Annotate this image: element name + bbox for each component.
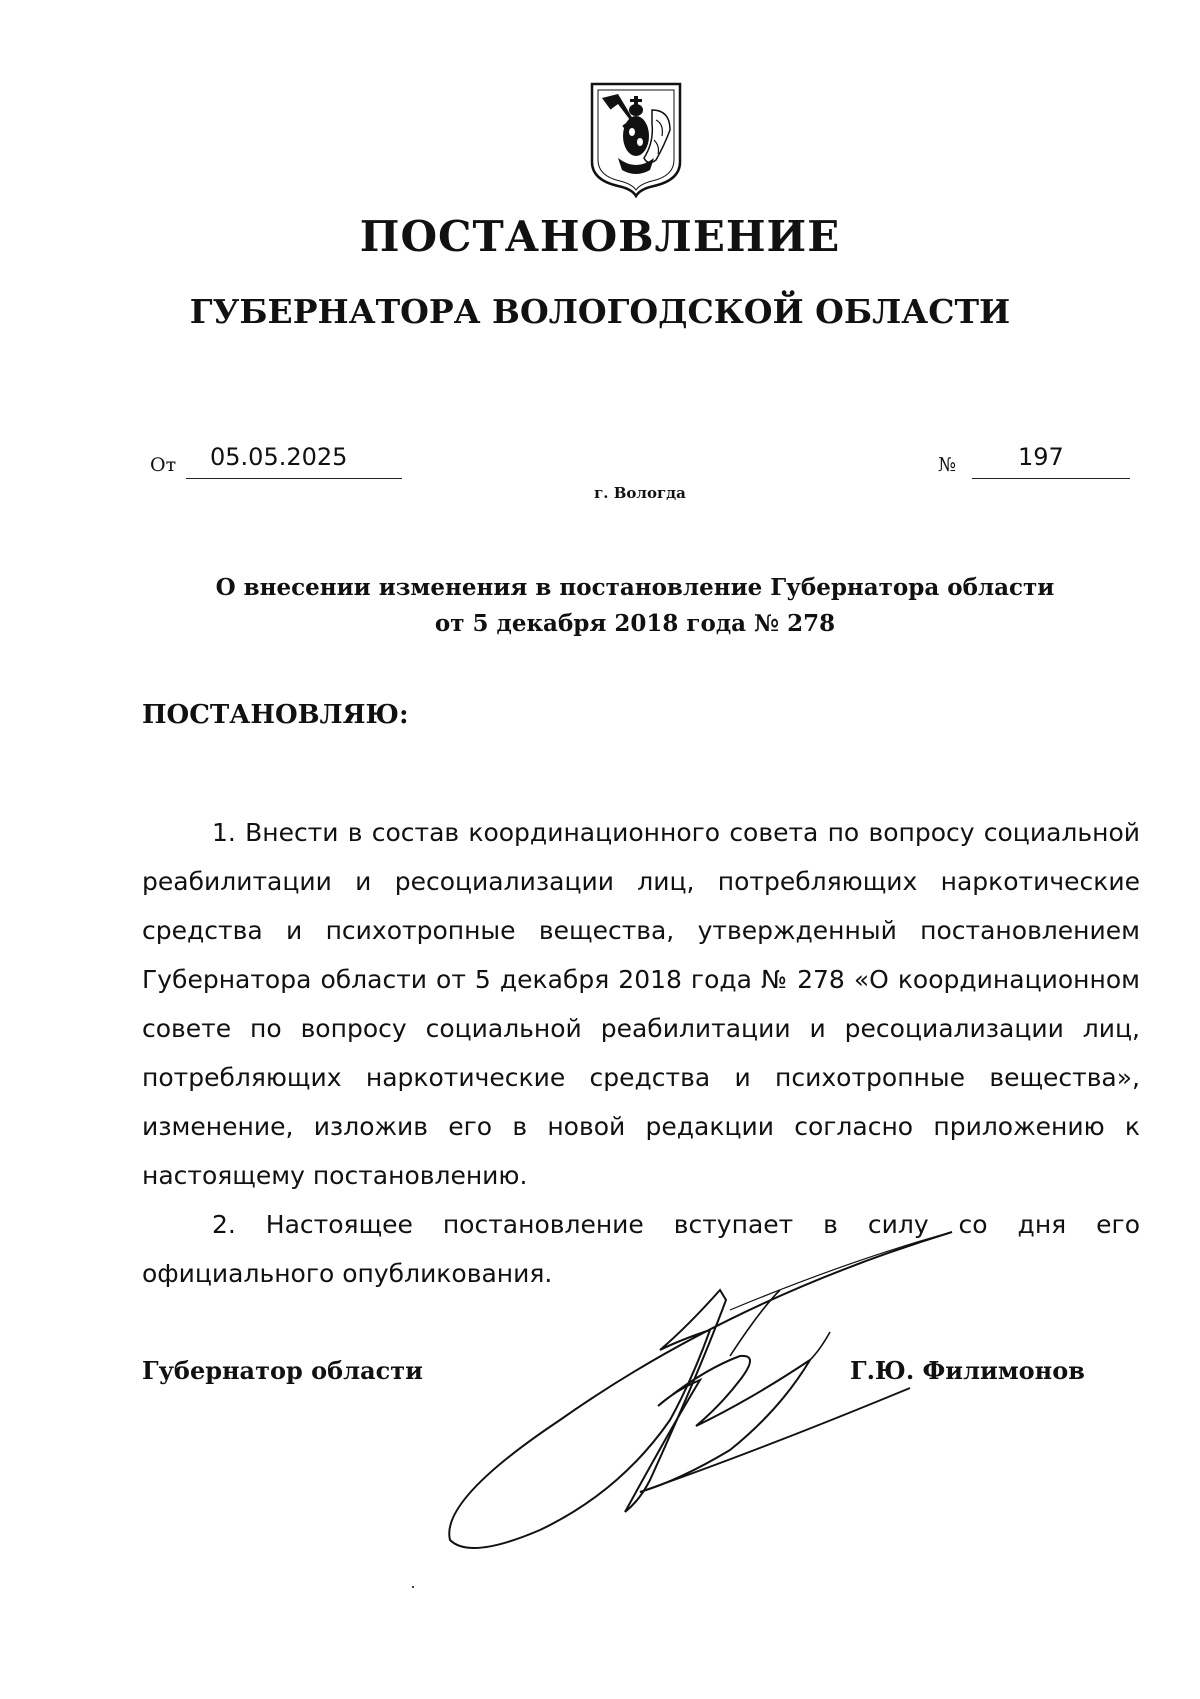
coat-of-arms-icon: [588, 80, 684, 198]
date-prefix: От: [150, 454, 177, 476]
signer-title: Губернатор области: [142, 1356, 423, 1385]
document-date: 05.05.2025: [210, 443, 348, 471]
decree-heading: ПОСТАНОВЛЯЮ:: [142, 700, 409, 730]
body-paragraph-1: 1. Внести в состав координационного совета по вопросу социальной реабилитации и ресоциализации лиц, потребляющих наркотические средства и психотропные вещества, утвержденный постановлением Губернатора области от 5 декабря 2018 года № 278 «О координационном совете по вопросу социальной реабилитации и ресоциализации лиц, потребляющих наркотические средства и психотропные вещества», изменение, изложив его в новой редакции согласно приложению к настоящему постановлению.: [142, 818, 1140, 1190]
document-type-title: ПОСТАНОВЛЕНИЕ: [359, 212, 841, 261]
date-underline: [186, 478, 402, 479]
subject-line-2: от 5 декабря 2018 года № 278: [434, 610, 836, 637]
scan-speck: [412, 1586, 414, 1588]
signer-name: Г.Ю. Филимонов: [850, 1356, 1085, 1385]
document-subject: [150, 570, 1120, 642]
body-paragraph-2: 2. Настоящее постановление вступает в силу со дня его официального опубликования.: [142, 1210, 1140, 1288]
number-underline: [972, 478, 1130, 479]
city-label: г. Вологда: [594, 484, 686, 502]
document-body: [142, 808, 1140, 1298]
issuer-title: ГУБЕРНАТОРА ВОЛОГОДСКОЙ ОБЛАСТИ: [189, 292, 1011, 331]
document-number: 197: [1018, 443, 1064, 471]
number-prefix: №: [938, 454, 956, 476]
subject-line-1: О внесении изменения в постановление Губернатора области: [215, 574, 1055, 601]
